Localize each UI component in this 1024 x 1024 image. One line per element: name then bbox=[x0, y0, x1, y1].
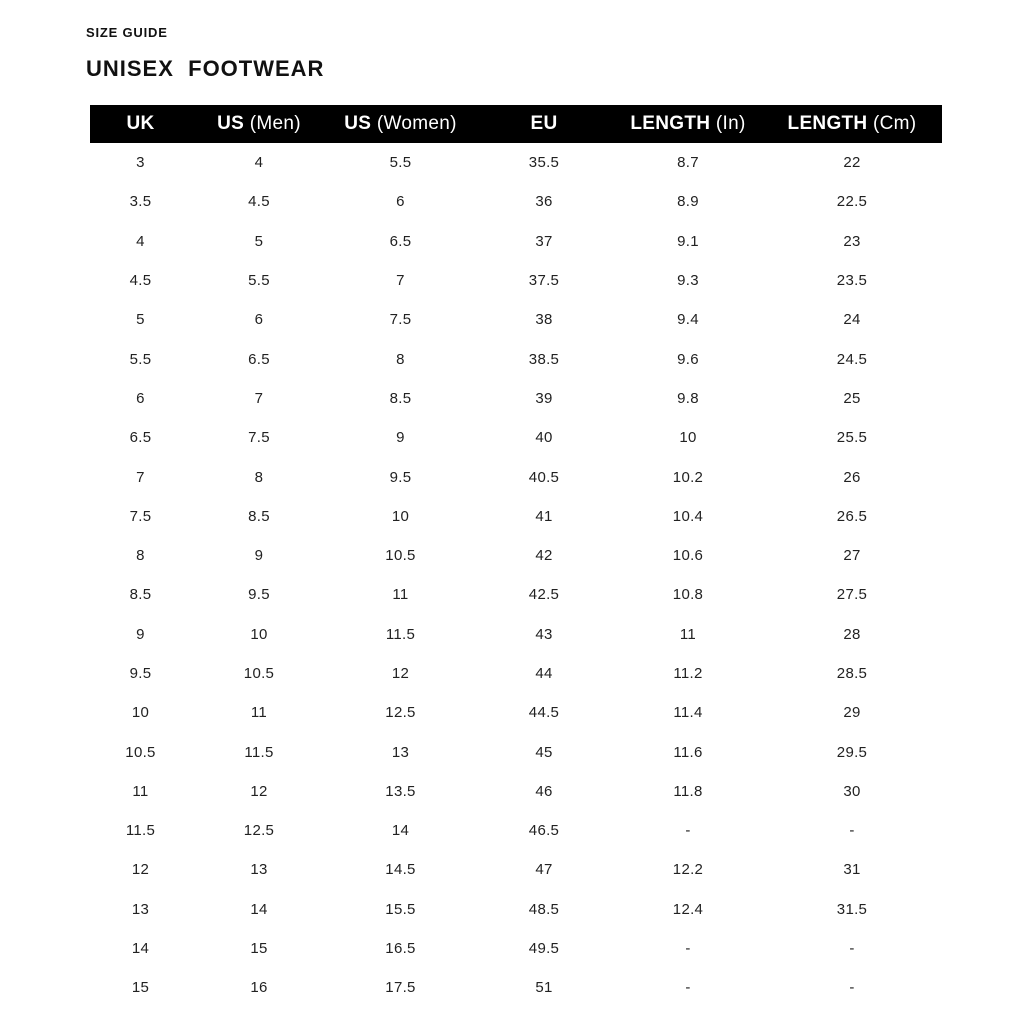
size-cell: 9.1 bbox=[677, 232, 699, 250]
table-row bbox=[90, 261, 942, 300]
table-row bbox=[90, 929, 942, 968]
size-cell: 14 bbox=[250, 900, 268, 918]
size-cell: 23.5 bbox=[836, 272, 868, 290]
size-cell: 22.5 bbox=[836, 193, 868, 211]
size-cell: 47 bbox=[535, 861, 553, 879]
size-cell: - bbox=[685, 940, 691, 958]
table-row bbox=[90, 536, 942, 575]
size-cell: 27 bbox=[843, 547, 861, 565]
column-header-unit-text: (Men) bbox=[244, 113, 301, 134]
size-cell: 10 bbox=[131, 704, 150, 722]
size-cell: 28 bbox=[843, 625, 861, 643]
size-cell: 9.5 bbox=[129, 665, 152, 682]
size-cell: 11.5 bbox=[125, 822, 156, 840]
size-cell: 9 bbox=[396, 429, 405, 447]
size-cell: 25 bbox=[843, 389, 861, 407]
table-row bbox=[90, 575, 942, 614]
size-cell: 10.5 bbox=[385, 547, 416, 565]
size-cell: 26 bbox=[843, 468, 861, 486]
size-cell: 6.5 bbox=[129, 429, 152, 447]
size-cell: 17.5 bbox=[385, 979, 416, 997]
table-row bbox=[90, 968, 942, 1007]
size-cell: 14.5 bbox=[385, 861, 416, 879]
size-cell: 7.5 bbox=[129, 507, 152, 525]
size-cell: 3 bbox=[136, 154, 145, 172]
size-cell: 46.5 bbox=[528, 822, 560, 840]
column-header-eu bbox=[474, 105, 614, 143]
table-row bbox=[90, 693, 942, 732]
column-header-bold-text: US bbox=[344, 113, 372, 134]
table-row bbox=[90, 418, 942, 457]
size-cell: 26.5 bbox=[836, 507, 868, 525]
size-cell: 38.5 bbox=[528, 350, 560, 368]
size-cell: 40 bbox=[535, 429, 553, 447]
size-cell: 4.5 bbox=[129, 272, 152, 290]
size-cell: 12.2 bbox=[672, 861, 704, 879]
size-cell: 30 bbox=[843, 782, 861, 800]
size-cell: 23 bbox=[843, 232, 861, 250]
size-cell: 8.5 bbox=[389, 389, 412, 407]
size-cell: 9.5 bbox=[389, 468, 412, 486]
size-cell: 12 bbox=[250, 782, 268, 800]
column-header-bold-text: EU bbox=[530, 113, 558, 134]
size-cell: 15.5 bbox=[385, 900, 416, 918]
size-cell: 13.5 bbox=[385, 782, 416, 800]
size-cell: 22 bbox=[843, 154, 861, 172]
size-cell: 5.5 bbox=[129, 350, 152, 368]
size-cell: 5.5 bbox=[389, 154, 412, 172]
size-cell: 24.5 bbox=[836, 350, 868, 368]
size-cell: 29 bbox=[843, 704, 861, 722]
size-cell: 13 bbox=[250, 861, 268, 879]
table-row bbox=[90, 300, 942, 339]
size-cell: 5 bbox=[136, 311, 145, 329]
size-cell: 42 bbox=[535, 547, 553, 565]
size-cell: 11.8 bbox=[673, 782, 703, 800]
table-row bbox=[90, 497, 942, 536]
table-row bbox=[90, 339, 942, 378]
size-cell: 9 bbox=[254, 547, 264, 565]
table-row bbox=[90, 850, 942, 889]
table-row bbox=[90, 654, 942, 693]
size-cell: 6 bbox=[254, 311, 264, 329]
size-cell: 24 bbox=[843, 311, 861, 329]
size-cell: 44.5 bbox=[528, 704, 560, 722]
size-cell: 10 bbox=[250, 625, 268, 643]
size-cell: 6.5 bbox=[248, 350, 270, 368]
size-cell: - bbox=[849, 940, 855, 958]
size-cell: 11.2 bbox=[673, 665, 703, 682]
size-cell: 4 bbox=[254, 154, 264, 172]
size-cell: 9.6 bbox=[677, 350, 699, 368]
size-cell: 10.5 bbox=[243, 665, 275, 682]
size-cell: 40.5 bbox=[528, 468, 560, 486]
column-header-length-cm bbox=[762, 105, 942, 143]
size-cell: 9.4 bbox=[677, 311, 699, 329]
column-header-bold-text: LENGTH bbox=[630, 113, 711, 134]
size-cell: 6 bbox=[396, 193, 405, 211]
size-cell: 10.4 bbox=[672, 507, 704, 525]
size-cell: 3.5 bbox=[129, 193, 152, 211]
column-header-uk bbox=[90, 105, 191, 143]
size-cell: 5 bbox=[254, 232, 264, 250]
size-cell: 12 bbox=[131, 861, 150, 879]
column-header-us-women bbox=[327, 105, 474, 143]
size-cell: 8.9 bbox=[677, 193, 699, 211]
size-cell: 13 bbox=[131, 900, 150, 918]
size-cell: 36 bbox=[535, 193, 553, 211]
size-cell: 11 bbox=[679, 625, 697, 643]
size-cell: 12.5 bbox=[385, 704, 416, 722]
table-row bbox=[90, 182, 942, 221]
column-header-unit-text: (Cm) bbox=[867, 113, 917, 134]
size-cell: 7.5 bbox=[389, 311, 412, 329]
column-header-bold-text: UK bbox=[126, 113, 155, 134]
size-cell: - bbox=[849, 979, 855, 997]
size-cell: 7 bbox=[396, 272, 405, 290]
page-title: UNISEX FOOTWEAR bbox=[86, 56, 325, 81]
size-cell: 11 bbox=[250, 704, 268, 722]
size-cell: - bbox=[849, 822, 855, 840]
size-cell: 4.5 bbox=[248, 193, 270, 211]
size-cell: 35.5 bbox=[528, 154, 560, 172]
size-cell: 11.4 bbox=[673, 704, 703, 722]
size-cell: 9.8 bbox=[677, 389, 699, 407]
size-cell: - bbox=[685, 822, 691, 840]
size-cell: 10 bbox=[679, 429, 697, 447]
table-row bbox=[90, 222, 942, 261]
size-guide-label: SIZE GUIDE bbox=[86, 25, 168, 40]
size-cell: 11.5 bbox=[244, 743, 274, 761]
size-cell: 31.5 bbox=[836, 900, 868, 918]
size-cell: 8.5 bbox=[248, 507, 270, 525]
size-cell: 9.5 bbox=[248, 586, 270, 604]
size-cell: 13 bbox=[391, 743, 410, 761]
size-cell: 10.2 bbox=[672, 468, 704, 486]
size-cell: 7.5 bbox=[248, 429, 270, 447]
size-cell: 14 bbox=[131, 940, 150, 958]
size-cell: 4 bbox=[136, 232, 145, 250]
size-cell: 12.5 bbox=[243, 822, 275, 840]
size-cell: 12 bbox=[391, 665, 410, 682]
size-cell: 5.5 bbox=[248, 272, 270, 290]
size-cell: 38 bbox=[535, 311, 553, 329]
table-row bbox=[90, 811, 942, 850]
column-header-bold-text: LENGTH bbox=[787, 113, 868, 134]
size-cell: 11 bbox=[392, 586, 409, 604]
size-cell: 7 bbox=[136, 468, 145, 486]
table-row bbox=[90, 615, 942, 654]
size-cell: 11.5 bbox=[385, 625, 416, 643]
size-cell: 46 bbox=[535, 782, 553, 800]
size-cell: 8 bbox=[254, 468, 264, 486]
size-cell: 41 bbox=[535, 507, 553, 525]
table-row bbox=[90, 143, 942, 182]
size-cell: 10.5 bbox=[125, 743, 156, 761]
size-cell: 39 bbox=[535, 389, 553, 407]
size-cell: 31 bbox=[843, 861, 861, 879]
table-row bbox=[90, 732, 942, 771]
size-cell: 37 bbox=[535, 232, 553, 250]
column-header-unit-text: (In) bbox=[710, 113, 746, 134]
size-cell: 44 bbox=[535, 665, 553, 682]
size-cell: 8 bbox=[396, 350, 405, 368]
size-cell: 6.5 bbox=[389, 232, 412, 250]
size-cell: 8.5 bbox=[129, 586, 152, 604]
size-cell: 6 bbox=[136, 389, 145, 407]
table-header-row bbox=[90, 105, 942, 143]
size-cell: 28.5 bbox=[836, 665, 868, 682]
size-cell: 16 bbox=[250, 979, 268, 997]
size-cell: 43 bbox=[535, 625, 553, 643]
size-cell: - bbox=[685, 979, 691, 997]
table-row bbox=[90, 457, 942, 496]
size-cell: 9 bbox=[136, 625, 145, 643]
size-cell: 12.4 bbox=[672, 900, 704, 918]
column-header-us-men bbox=[191, 105, 327, 143]
column-header-bold-text: US bbox=[217, 113, 245, 134]
size-cell: 49.5 bbox=[528, 940, 560, 958]
table-row bbox=[90, 379, 942, 418]
size-cell: 8 bbox=[136, 547, 145, 565]
size-cell: 37.5 bbox=[528, 272, 560, 290]
size-cell: 25.5 bbox=[836, 429, 868, 447]
size-cell: 15 bbox=[131, 979, 150, 997]
size-cell: 14 bbox=[391, 822, 410, 840]
size-cell: 48.5 bbox=[528, 900, 560, 918]
size-chart-table bbox=[90, 105, 942, 1008]
size-cell: 10 bbox=[391, 507, 410, 525]
size-cell: 11 bbox=[132, 782, 149, 800]
size-cell: 45 bbox=[535, 743, 553, 761]
size-cell: 8.7 bbox=[677, 154, 699, 172]
size-cell: 27.5 bbox=[836, 586, 868, 604]
size-cell: 15 bbox=[250, 940, 268, 958]
column-header-unit-text: (Women) bbox=[371, 113, 457, 134]
column-header-length-in bbox=[614, 105, 762, 143]
size-cell: 10.8 bbox=[672, 586, 704, 604]
size-cell: 29.5 bbox=[836, 743, 868, 761]
size-cell: 7 bbox=[254, 389, 264, 407]
size-cell: 10.6 bbox=[672, 547, 704, 565]
size-cell: 42.5 bbox=[528, 586, 560, 604]
table-row bbox=[90, 772, 942, 811]
size-cell: 11.6 bbox=[673, 743, 703, 761]
size-cell: 51 bbox=[535, 979, 553, 997]
size-cell: 16.5 bbox=[385, 940, 416, 958]
table-row bbox=[90, 890, 942, 929]
size-cell: 9.3 bbox=[677, 272, 699, 290]
